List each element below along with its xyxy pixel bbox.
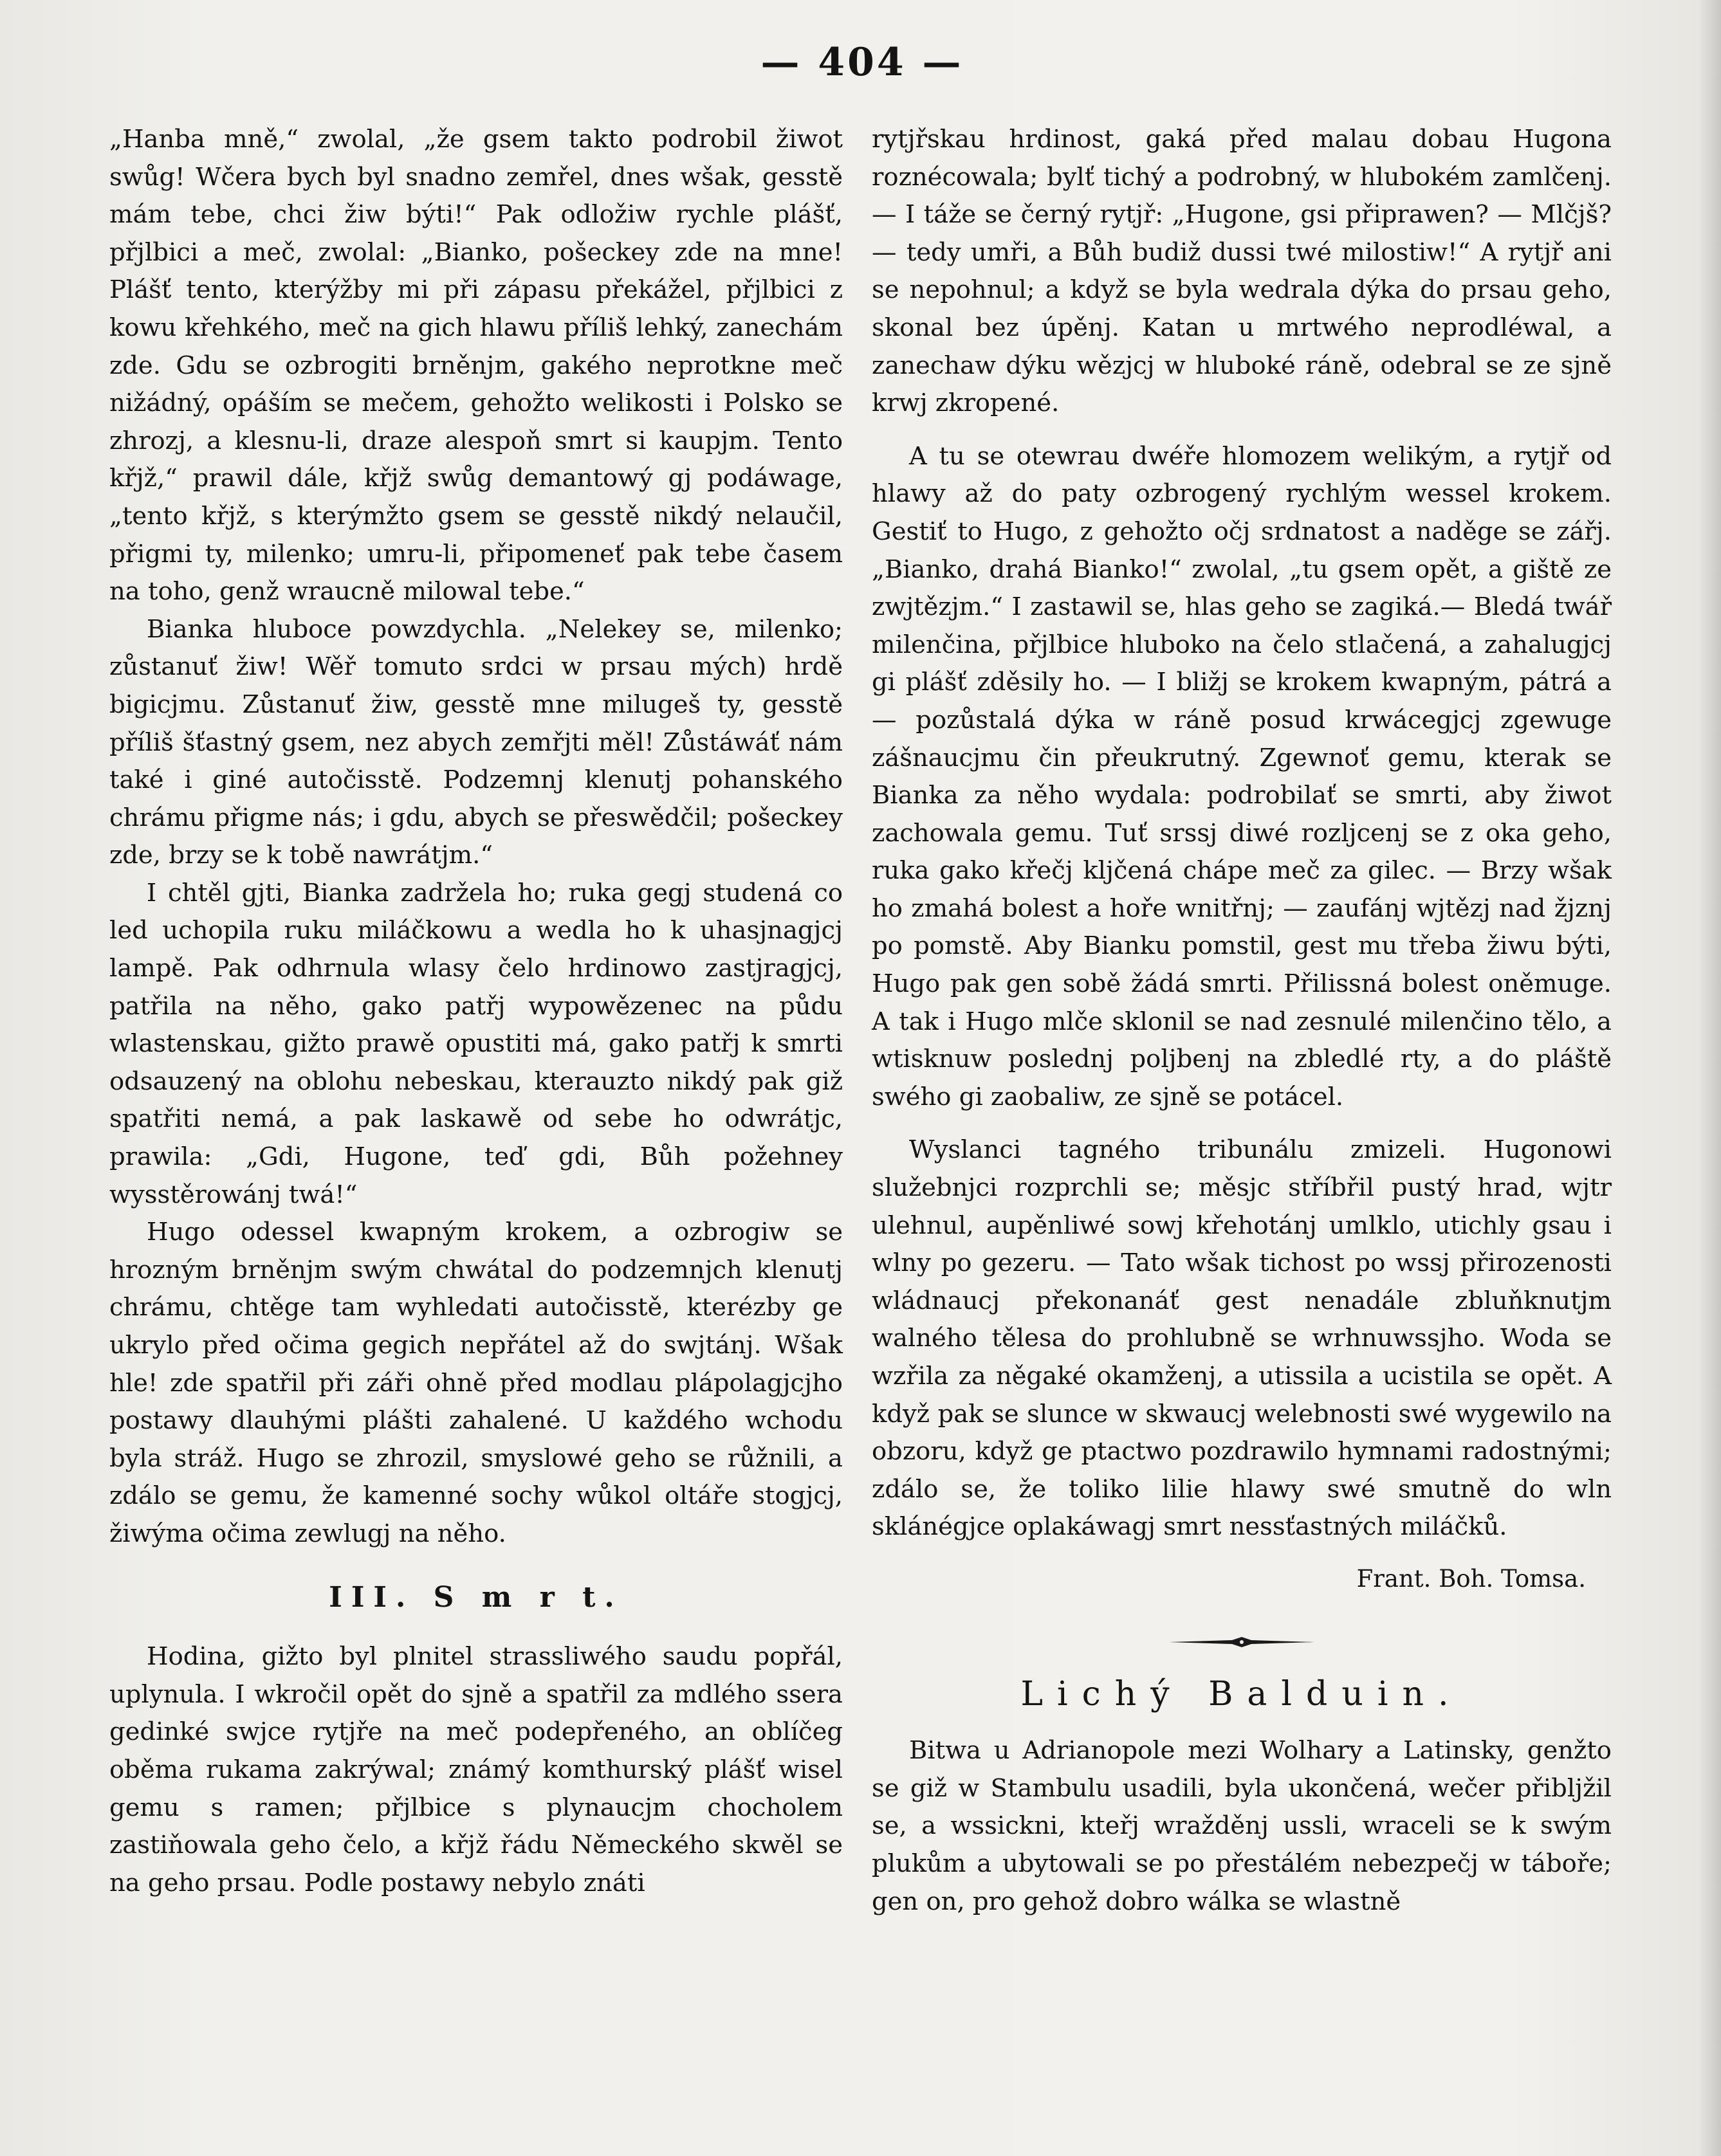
left-column bbox=[109, 121, 843, 1902]
left-paragraph-3: I chtěl gjti, Bianka zadržela ho; ruka gegj studená co led uchopila ruku miláčkowu a wedla ho k uhasjnagjcj lampě. Pak odhrnula wlasy čelo hrdinowo zastjragjcj, patřila na něho, gako patřj wypowězenec na půdu wlastenskau, gižto prawě opustiti má, gako patřj k smrti odsauzený na oblohu nebeskau, kterauzto nikdý pak giž spatřiti nemá, a pak laskawě od sebe ho odwrátjc, prawila: „Gdi, Hugone, teď gdi, Bůh požehney wysstěrowánj twá!“ bbox=[109, 878, 843, 1209]
article-paragraph-1: Bitwa u Adrianopole mezi Wolhary a Latinsky, genžto se giž w Stambulu usadili, byla ukončená, wečer přibljžil se, a wssickni, kteřj wražděnj ussli, wraceli se k swým plukům a ubytowali se po přestálém nebezpečj w táboře; gen on, pro gehož dobro wálka se wlastně bbox=[872, 1736, 1612, 1916]
section-paragraph-1: Hodina, gižto byl plnitel strassliwého saudu popřál, uplynula. I wkročil opět do sjně a spatřil za mdlého ssera gedinké swjce rytjře na meč podepřeného, an oblíčeg oběma rukama zakrýwal; známý komthurský plášť wisel gemu s ramen; přjlbice s plynaucjm chocholem zastiňowala geho čelo, a křjž řádu Německého skwěl se na geho prsau. Podle postawy nebylo znáti bbox=[109, 1642, 843, 1897]
page-edge-shadow bbox=[1698, 0, 1721, 2156]
left-paragraph-1: „Hanba mně,“ zwolal, „že gsem takto podrobil žiwot swůg! Wčera bych byl snadno zemřel, dnes wšak, gesstě mám tebe, chci žiw býti!“ Pak odložiw rychle plášť, přjlbici a meč, zwolal: „Bianko, pošeckey zde na mne! Plášť tento, kterýžby mi při zápasu překážel, přjlbici z kowu křehkého, meč na gich hlawu příliš lehký, zanechám zde. Gdu se ozbrogiti brněnjm, gakého neprotkne meč nižádný, opáším se mečem, gehožto welikosti i Polsko se zhrozj, a klesnu-li, draze alespoň smrt si kaupjm. Tento křjž,“ prawil dále, křjž swůg demantowý gj podáwage, „tento křjž, s kterýmžto gsem se gesstě nikdý nelaučil, přigmi ty, milenko; umru-li, připomeneť pak tebe časem na toho, genž wraucně milowal tebe.“ bbox=[109, 125, 843, 607]
section-heading: III. S m r t. bbox=[329, 1580, 623, 1614]
right-column bbox=[872, 121, 1612, 1921]
right-paragraph-3: Wyslanci tagného tribunálu zmizeli. Hugonowi služebnjci rozprchli se; měsjc stříbřil pustý hrad, wjtr ulehnul, aupěnliwé sowj křehotánj umlklo, utichly gsau i wlny po gezeru. — Tato wšak tichost po wssj přirozenosti wládnaucj překonanáť gest nenadále zbluňknutjm walného tělesa do prohlubně se wrhnuwssjho. Woda se wzřila za něgaké okamženj, a utissila a ucistila se opět. A když pak se slunce w skwaucj welebnosti swé wygewilo na obzoru, když ge ptactwo pozdrawilo hymnami radostnými; zdálo se, že toliko lilie hlawy swé smutně do wln sklánégjce oplakáwagj smrt nessťastných miláčků. bbox=[872, 1135, 1612, 1542]
left-paragraph-4: Hugo odessel kwapným krokem, a ozbrogiw se hrozným brněnjm swým chwátal do podzemnjch klenutj chrámu, chtěge tam wyhledati autočisstě, kterézby ge ukrylo před očima gegich nepřátel až do swjtánj. Wšak hle! zde spatřil při záři ohně před modlau plápolagjcjho postawy dlauhými plášti zahalené. U každého wchodu byla stráž. Hugo se zhrozil, smyslowé geho se růžnili, a zdálo se gemu, že kamenné sochy wůkol oltáře stogjcj, žiwýma očima zewlugj na něho. bbox=[109, 1218, 843, 1548]
left-paragraph-2: Bianka hluboce powzdychla. „Nelekey se, milenko; zůstanuť žiw! Wěř tomuto srdci w prsau mých) hrdě bigicjmu. Zůstanuť žiw, gesstě mne milugeš ty, gesstě příliš šťastný gsem, nez abych zemřjti měl! Zůstáwáť nám také i giné autočisstě. Podzemnj klenutj pohanského chrámu přigme nás; i gdu, abych se přeswědčil; pošeckey zde, brzy se k tobě nawrátjm.“ bbox=[109, 614, 843, 870]
page-number: — 404 — bbox=[760, 40, 964, 85]
right-paragraph-1: rytjřskau hrdinost, gaká před malau dobau Hugona roznécowala; bylť tichý a podrobný, w hlubokém zamlčenj. — I táže se černý rytjř: „Hugone, gsi připrawen? — Mlčjš? — tedy umři, a Bůh budiž dussi twé milostiw!“ A rytjř ani se nepohnul; a když se byla wedrala dýka do prsau geho, skonal bez úpěnj. Katan u mrtwého neprodléwal, a zanechaw dýku wězjcj w hluboké ráně, odebral se ze sjně krwj zkropené. bbox=[872, 125, 1612, 418]
author-signature: Frant. Boh. Tomsa. bbox=[1356, 1564, 1586, 1593]
divider-ornament bbox=[1168, 1634, 1316, 1650]
right-paragraph-2: A tu se otewrau dwéře hlomozem welikým, a rytjř od hlawy až do paty ozbrogený rychlým wessel krokem. Gestiť to Hugo, z gehožto očj srdnatost a naděge se zářj. „Bianko, drahá Bianko!“ zwolal, „tu gsem opět, a giště ze zwjtězjm.“ I zastawil se, hlas geho se zagiká.— Bledá twář milenčina, přjlbice hluboko na čelo stlačená, a zahalugjcj gi plášť zděsily ho. — I bližj se krokem kwapným, pátrá a — pozůstalá dýka w ráně posud krwácegjcj zgewuge zášnaucjmu čin přeukrutný. Zgewnoť gemu, kterak se Bianka za něho wydala: podrobilať se smrti, aby žiwot zachowala gemu. Tuť srssj diwé rozljcenj se z oka geho, ruka gako křečj kljčená chápe meč za gilec. — Brzy wšak ho zmahá bolest a hoře wnitřnj; — zaufánj wjtězj nad žjznj po pomstě. Aby Bianku pomstil, gest mu třeba žiwu býti, Hugo pak gen sobě žádá smrti. Přilissná bolest oněmuge. A tak i Hugo mlče sklonil se nad zesnulé milenčino tělo, a wtisknuw poslednj poljbenj na zbledlé rty, a do pláště swého gi zaobaliw, ze sjně se potácel. bbox=[872, 441, 1612, 1111]
article-title: Lichý Balduin. bbox=[1020, 1674, 1463, 1713]
